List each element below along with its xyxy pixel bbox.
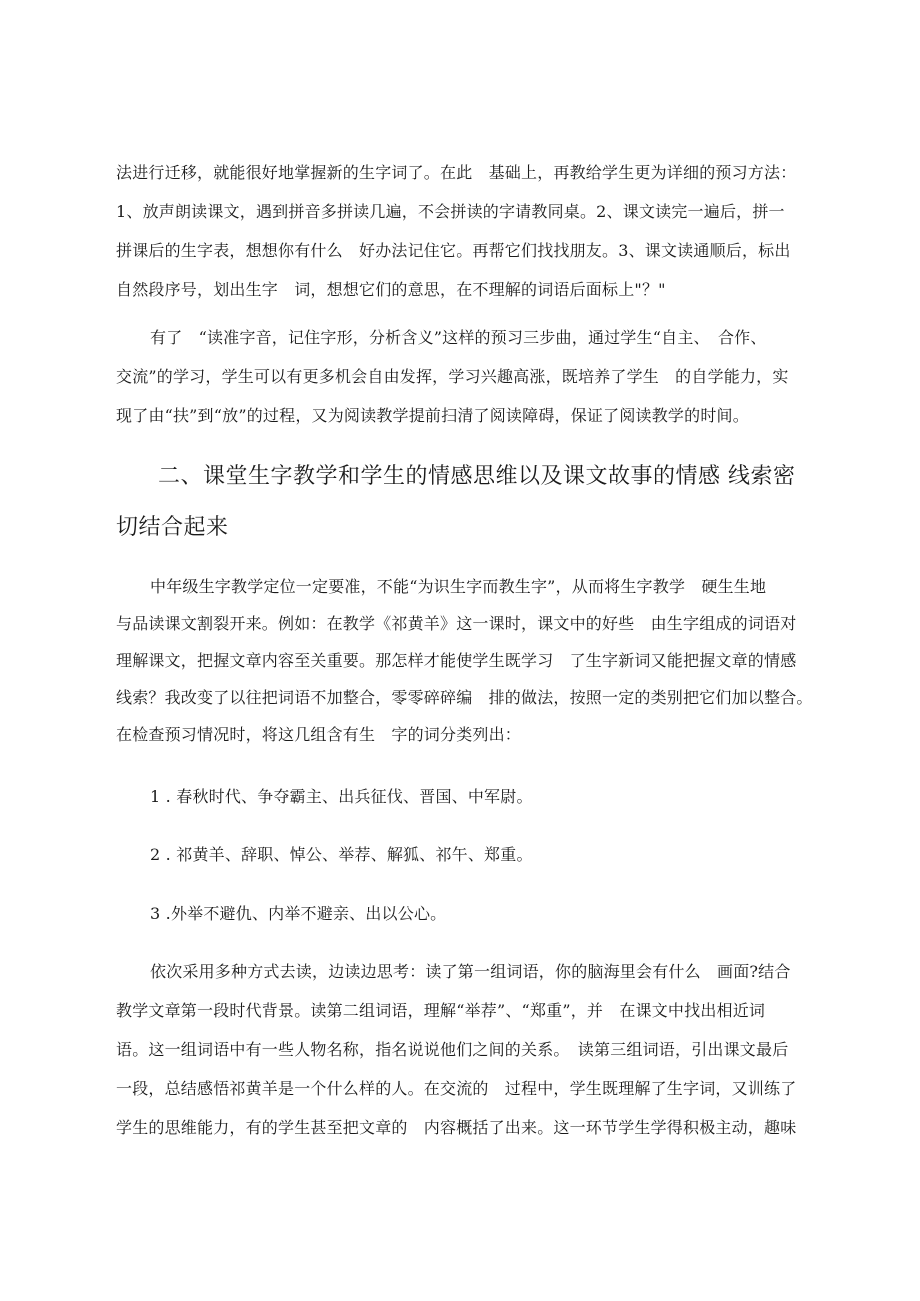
paragraph-3-line-3: 理解课文，把握文章内容至关重要。那怎样才能使学生既学习 了生字新词又能把握文章的情感	[116, 651, 797, 670]
paragraph-3-line-4: 线索？我改变了以往把词语不加整合，零零碎碎编 排的做法，按照一定的类别把它们加以整合。	[116, 688, 813, 707]
paragraph-4-line-3: 语。这一组词语中有一些人物名称，指名说说他们之间的关系。 读第三组词语，引出课文最后	[116, 1040, 789, 1059]
list-item-2: 2 . 祁黄羊、辞职、悼公、举荐、解狐、祁午、郑重。	[150, 845, 533, 864]
paragraph-1-line-4: 自然段序号，划出生字 词，想想它们的意思，在不理解的词语后面标上"？"	[116, 280, 666, 299]
paragraph-1-line-1: 法进行迁移，就能很好地掌握新的生字词了。在此 基础上，再教给学生更为详细的预习方法：	[116, 163, 797, 182]
paragraph-3-line-1: 中年级生字教学定位一定要准，不能“为识生字而教生字”，从而将生字教学 硬生生地	[150, 577, 767, 596]
section-heading-line-1: 二、课堂生字教学和学生的情感思维以及课文故事的情感 线索密	[158, 464, 796, 489]
paragraph-3-line-5: 在检查预习情况时，将这几组含有生 字的词分类列出：	[116, 725, 522, 744]
paragraph-1-line-3: 拼课后的生字表，想想你有什么 好办法记住它。再帮它们找找朋友。3、课文读通顺后，标出	[116, 241, 791, 260]
paragraph-4-line-2: 教学文章第一段时代背景。读第二组词语，理解“举荐”、“郑重”，并 在课文中找出相近词	[116, 1001, 766, 1020]
paragraph-2-line-1: 有了 “读准字音，记住字形，分析含义”这样的预习三步曲，通过学生“自主、 合作、	[150, 328, 767, 347]
paragraph-2-line-2: 交流”的学习，学生可以有更多机会自由发挥，学习兴趣高涨，既培养了学生 的自学能力，实	[116, 367, 789, 386]
paragraph-2-line-3: 现了由“扶”到“放”的过程，又为阅读教学提前扫清了阅读障碍，保证了阅读教学的时间。	[116, 406, 749, 425]
paragraph-1-line-2: 1、放声朗读课文，遇到拼音多拼读几遍，不会拼读的字请教同桌。2、课文读完一遍后，拼一	[116, 202, 785, 221]
list-item-1: 1 . 春秋时代、争夺霸主、出兵征伐、晋国、中军尉。	[150, 787, 533, 806]
paragraph-4-line-5: 学生的思维能力，有的学生甚至把文章的 内容概括了出来。这一环节学生学得积极主动，趣味	[116, 1118, 797, 1137]
list-item-3: 3 .外举不避仇、内举不避亲、出以公心。	[150, 904, 447, 923]
paragraph-4-line-1: 依次采用多种方式去读，边读边思考：读了第一组词语，你的脑海里会有什么 画面?结合	[150, 962, 791, 981]
paragraph-3-line-2: 与品读课文割裂开来。例如：在教学《祁黄羊》这一课时，课文中的好些 由生字组成的词语对	[116, 614, 797, 633]
section-heading-line-2: 切结合起来	[116, 515, 229, 540]
paragraph-4-line-4: 一段，总结感悟祁黄羊是一个什么样的人。在交流的 过程中，学生既理解了生字词，又训练了	[116, 1079, 797, 1098]
